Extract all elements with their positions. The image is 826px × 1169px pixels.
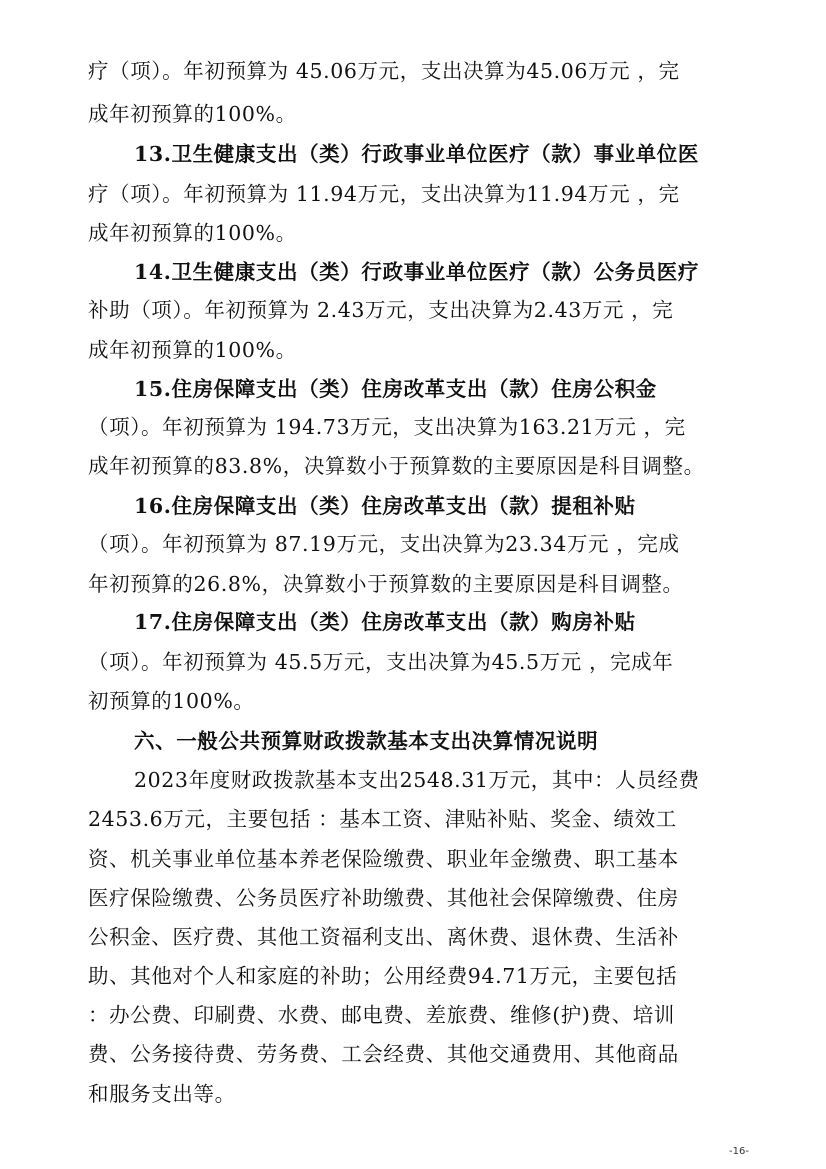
text-line: 和服务支出等。 [88, 1082, 236, 1106]
text-line: 资、机关事业单位基本养老保险缴费、职业年金缴费、职工基本 [88, 847, 679, 871]
text-line: 六、一般公共预算财政拨款基本支出决算情况说明 [134, 729, 599, 753]
text-line: 助、其他对个人和家庭的补助；公用经费94.71万元，主要包括 [88, 964, 678, 988]
text-line: 初预算的100%。 [88, 689, 255, 713]
text-line: （项）。年初预算为 87.19万元，支出决算为23.34万元 ，完成 [88, 532, 680, 556]
text-line: （项）。年初预算为 194.73万元，支出决算为163.21万元 ，完 [88, 415, 686, 439]
text-line: 疗（项）。年初预算为 45.06万元，支出决算为45.06万元 ，完 [88, 59, 680, 83]
page-number: -16- [729, 1146, 749, 1157]
text-line: 成年初预算的100%。 [88, 102, 297, 126]
text-line: 年初预算的26.8%，决算数小于预算数的主要原因是科目调整。 [88, 572, 684, 596]
text-line: 2453.6万元，主要包括 ：基本工资、津贴补贴、奖金、绩效工 [88, 807, 677, 831]
text-line: （项）。年初预算为 45.5万元，支出决算为45.5万元 ，完成年 [88, 650, 674, 674]
text-line: ：办公费、印刷费、水费、邮电费、差旅费、维修(护)费、培训 [88, 1003, 675, 1027]
text-line: 2023年度财政拨款基本支出2548.31万元，其中：人员经费 [134, 768, 700, 792]
text-line: 成年初预算的100%。 [88, 221, 297, 245]
text-line: 17.住房保障支出（类）住房改革支出（款）购房补贴 [134, 610, 636, 634]
text-line: 15.住房保障支出（类）住房改革支出（款）住房公积金 [134, 377, 657, 401]
text-line: 成年初预算的100%。 [88, 338, 297, 362]
text-line: 补助（项）。年初预算为 2.43万元，支出决算为2.43万元 ，完 [88, 298, 674, 322]
text-line: 费、公务接待费、劳务费、工会经费、其他交通费用、其他商品 [88, 1042, 679, 1066]
text-line: 公积金、医疗费、其他工资福利支出、离休费、退休费、生活补 [88, 925, 679, 949]
text-line: 16.住房保障支出（类）住房改革支出（款）提租补贴 [134, 494, 636, 518]
text-line: 疗（项）。年初预算为 11.94万元，支出决算为11.94万元 ，完 [88, 182, 680, 206]
text-line: 成年初预算的83.8%，决算数小于预算数的主要原因是科目调整。 [88, 454, 705, 478]
text-line: 13.卫生健康支出（类）行政事业单位医疗（款）事业单位医 [134, 142, 699, 166]
text-line: 医疗保险缴费、公务员医疗补助缴费、其他社会保障缴费、住房 [88, 886, 679, 910]
text-line: 14.卫生健康支出（类）行政事业单位医疗（款）公务员医疗 [134, 260, 699, 284]
